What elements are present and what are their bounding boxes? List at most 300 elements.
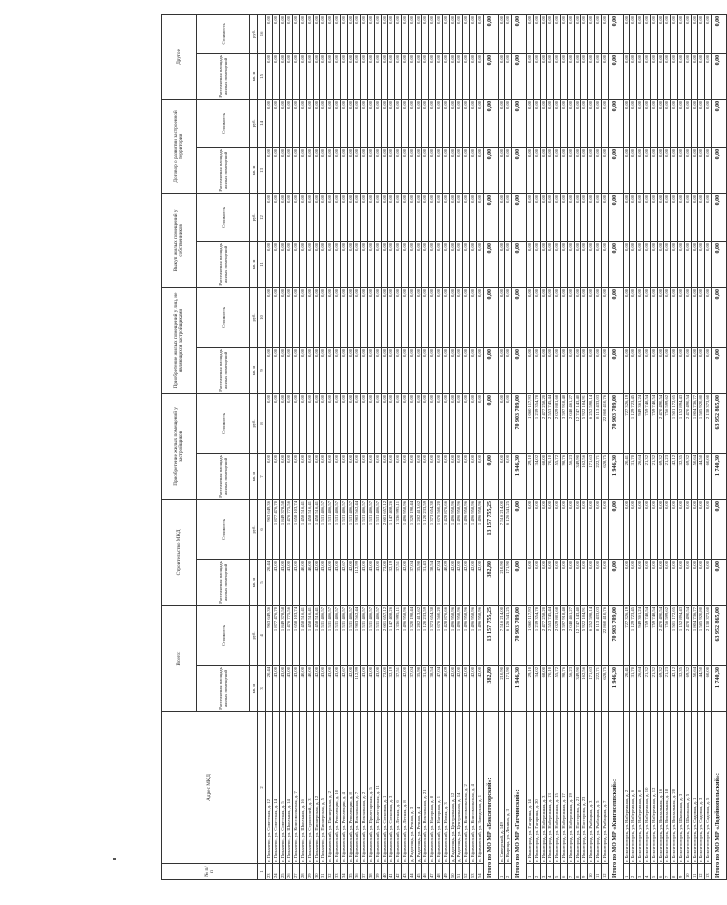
row-value: 0,00 <box>435 193 442 241</box>
row-value: 0,00 <box>463 287 470 347</box>
row-value: 42,00 <box>313 559 320 605</box>
table-row <box>476 14 483 879</box>
row-value: 42,00 <box>469 666 476 712</box>
row-value: 0,00 <box>527 147 534 193</box>
row-value: 69,32 <box>684 453 691 499</box>
row-value: 0,00 <box>469 99 476 147</box>
row-address: г. Ивангород, ул. Рыбацкая, д. 7 <box>601 712 608 864</box>
row-value: 0,00 <box>678 287 685 347</box>
row-value: 37,04 <box>408 666 415 712</box>
row-number: 34 <box>340 864 347 880</box>
row-value: 0,00 <box>469 453 476 499</box>
row-value: 0,00 <box>637 241 644 287</box>
row-value: 0,00 <box>623 287 630 347</box>
row-number: 33 <box>333 864 340 880</box>
row-address: г. Пикалево, ул. Школьная, д. 16 <box>299 712 306 864</box>
row-number: 35 <box>347 864 354 880</box>
row-value: 0,00 <box>650 193 657 241</box>
row-value: 38,54 <box>429 666 436 712</box>
row-value: 0,00 <box>401 53 408 99</box>
table-row <box>684 14 691 879</box>
row-value: 0,00 <box>306 53 313 99</box>
row-value: 0,00 <box>327 453 334 499</box>
row-address: п. Вырица, ул. Ленина, д. 3 <box>505 712 512 864</box>
row-value: 0,00 <box>354 147 361 193</box>
row-value: 0,00 <box>340 287 347 347</box>
row-address: г. Пикалево, ул. Пионерская, д. 12 <box>313 712 320 864</box>
row-value: 2 138 373,60 <box>705 605 712 665</box>
row-address: г. Ивангород, ул. Гагарина, д. 20 <box>533 712 540 864</box>
row-number: 29 <box>306 864 313 880</box>
row-value: 0,00 <box>456 14 463 53</box>
row-value: 0,00 <box>381 241 388 287</box>
header-address: Адрес МКД <box>162 712 258 864</box>
row-address: п. Ефимовский, ул. Нагорная, д. 1 <box>435 712 442 864</box>
row-value: 0,00 <box>449 287 456 347</box>
row-value: 0,00 <box>527 14 534 53</box>
row-value: 0,00 <box>657 287 664 347</box>
row-value: 0,00 <box>354 99 361 147</box>
row-value: 0,00 <box>361 241 368 287</box>
row-value: 43,00 <box>374 666 381 712</box>
row-value: 0,00 <box>705 99 712 147</box>
row-value: 0,00 <box>664 147 671 193</box>
row-value: 0,00 <box>449 453 456 499</box>
header-area: Расселяемая площадь жилых помещений <box>197 559 250 605</box>
row-value: 0,00 <box>567 241 574 287</box>
header-cost: Стоимость <box>197 14 250 53</box>
total-value: 0,00 <box>512 499 527 559</box>
row-value: 0,00 <box>574 14 581 53</box>
total-value: 63 952 865,00 <box>712 605 727 665</box>
row-value: 0,00 <box>623 499 630 559</box>
row-value: 0,00 <box>498 147 505 193</box>
row-value: 0,00 <box>623 559 630 605</box>
row-number: 6 <box>561 864 568 880</box>
row-value: 26,64 <box>637 666 644 712</box>
row-address: п. Ефимовский, ул. Вокзальная, д. 2 <box>361 712 368 864</box>
row-value: 0,00 <box>333 14 340 53</box>
row-value: 20,44 <box>266 559 273 605</box>
total-value: 0,00 <box>712 347 727 393</box>
total-value: 0,00 <box>512 193 527 241</box>
row-value: 5 922 184,91 <box>581 393 588 453</box>
total-label: Итого по МО МР «Кингисеппский»: <box>608 712 623 880</box>
row-value: 0,00 <box>381 393 388 453</box>
row-value: 0,00 <box>435 241 442 287</box>
row-value: 0,00 <box>671 499 678 559</box>
header-unit-area: кв. м <box>250 453 258 499</box>
row-value: 0,00 <box>595 147 602 193</box>
table-row <box>306 14 313 879</box>
row-value: 20,41 <box>623 453 630 499</box>
header-column-number: 11 <box>258 241 266 287</box>
row-value: 0,00 <box>561 347 568 393</box>
row-value: 0,00 <box>299 393 306 453</box>
total-value: 0,00 <box>483 147 498 193</box>
row-value: 0,00 <box>395 287 402 347</box>
row-value: 0,00 <box>574 347 581 393</box>
row-value: 0,00 <box>422 393 429 453</box>
row-value: 0,00 <box>691 14 698 53</box>
row-value: 43,00 <box>286 666 293 712</box>
row-value: 2 477 258,20 <box>540 605 547 665</box>
row-number: 36 <box>354 864 361 880</box>
row-value: 0,00 <box>527 287 534 347</box>
row-value: 0,00 <box>463 241 470 287</box>
row-value: 0,00 <box>313 393 320 453</box>
row-value: 0,00 <box>698 147 705 193</box>
row-value: 222,71 <box>595 666 602 712</box>
row-value: 0,00 <box>320 53 327 99</box>
row-value: 0,00 <box>367 193 374 241</box>
row-value: 0,00 <box>408 453 415 499</box>
row-value: 2 048 461,27 <box>567 393 574 453</box>
row-value: 1 129 723,45 <box>630 605 637 665</box>
row-value: 0,00 <box>476 241 483 287</box>
row-value: 0,00 <box>476 99 483 147</box>
header-column-number: 5 <box>258 559 266 605</box>
row-value: 0,00 <box>415 99 422 147</box>
row-value: 1 496 958,96 <box>456 499 463 559</box>
row-value: 0,00 <box>574 241 581 287</box>
row-value: 8 113 433,03 <box>595 605 602 665</box>
row-number: 2 <box>630 864 637 880</box>
resettlement-table <box>161 14 727 880</box>
row-value: 1 983 562,44 <box>354 499 361 559</box>
row-value: 0,00 <box>306 241 313 287</box>
row-value: 0,00 <box>498 14 505 53</box>
row-value: 0,00 <box>361 193 368 241</box>
row-value: 0,00 <box>286 287 293 347</box>
row-value: 2 470 490,54 <box>684 605 691 665</box>
row-value: 0,00 <box>540 53 547 99</box>
row-value: 0,00 <box>347 14 354 53</box>
row-value: 1 658 103,74 <box>293 605 300 665</box>
row-value: 0,00 <box>367 99 374 147</box>
row-value: 0,00 <box>698 559 705 605</box>
row-value: 0,00 <box>367 393 374 453</box>
row-value: 0,00 <box>698 193 705 241</box>
row-address: г. Бокситогорск, ул. Садовая, д. 5 <box>705 712 712 864</box>
row-value: 0,00 <box>367 14 374 53</box>
row-value: 21,32 <box>644 453 651 499</box>
row-value: 759 748,54 <box>644 605 651 665</box>
row-value: 0,00 <box>547 347 554 393</box>
row-value: 0,00 <box>456 393 463 453</box>
row-value: 0,00 <box>505 287 512 347</box>
row-value: 0,00 <box>554 559 561 605</box>
total-value: 0,00 <box>512 559 527 605</box>
row-value: 0,00 <box>476 287 483 347</box>
row-value: 0,00 <box>367 347 374 393</box>
row-value: 42,00 <box>449 559 456 605</box>
row-value: 2 470 490,54 <box>657 393 664 453</box>
row-value: 0,00 <box>456 147 463 193</box>
table-row <box>401 14 408 879</box>
row-value: 0,00 <box>266 347 273 393</box>
header-unit-cost: руб. <box>250 287 258 347</box>
row-value: 0,00 <box>266 193 273 241</box>
row-address: г. Бокситогорск, ул. Вокзальная, д. 20 <box>671 712 678 864</box>
row-value: 349,90 <box>574 453 581 499</box>
table-row <box>456 14 463 879</box>
header-no: № п/п <box>162 864 258 880</box>
header-area: Расселяемая площадь жилых помещений <box>197 347 250 393</box>
row-value: 210,90 <box>498 559 505 605</box>
row-value: 0,00 <box>533 347 540 393</box>
row-value: 0,00 <box>395 99 402 147</box>
header-area: Расселяемая площадь жилых помещений <box>197 241 250 287</box>
row-number: 53 <box>469 864 476 880</box>
row-value: 0,00 <box>567 99 574 147</box>
row-value: 1 585 920,80 <box>698 393 705 453</box>
row-value: 1 676 560,20 <box>435 499 442 559</box>
row-value: 55,72 <box>554 666 561 712</box>
row-value: 1 531 486,57 <box>374 499 381 559</box>
row-value: 44,50 <box>698 666 705 712</box>
row-value: 0,00 <box>637 193 644 241</box>
table-row <box>469 14 476 879</box>
row-value: 0,00 <box>574 287 581 347</box>
row-value: 0,00 <box>533 193 540 241</box>
row-number: 49 <box>442 864 449 880</box>
row-value: 0,00 <box>422 53 429 99</box>
row-value: 0,00 <box>463 14 470 53</box>
row-value: 0,00 <box>272 53 279 99</box>
row-value: 0,00 <box>306 147 313 193</box>
row-value: 0,00 <box>637 287 644 347</box>
row-address: п. Ефимовский, ул. Пролетарская, д. 11 <box>374 712 381 864</box>
row-value: 0,00 <box>367 241 374 287</box>
row-value: 0,00 <box>505 14 512 53</box>
row-value: 43,00 <box>327 559 334 605</box>
row-value: 21,32 <box>650 666 657 712</box>
row-value: 0,00 <box>286 347 293 393</box>
row-value: 0,00 <box>327 14 334 53</box>
row-value: 0,00 <box>601 14 608 53</box>
row-value: 50,64 <box>691 453 698 499</box>
row-value: 0,00 <box>567 559 574 605</box>
row-address: г. Ивангород, ул. Набережная, д. 13 <box>547 712 554 864</box>
header-column-number: 6 <box>258 499 266 559</box>
row-value: 0,00 <box>657 14 664 53</box>
row-value: 42,00 <box>456 559 463 605</box>
header-build: Строительство МКД <box>162 499 197 605</box>
row-value: 1 458 516,41 <box>299 605 306 665</box>
row-value: 0,00 <box>678 147 685 193</box>
header-unit-cost: руб. <box>250 193 258 241</box>
row-number: 44 <box>408 864 415 880</box>
row-value: 0,00 <box>408 14 415 53</box>
row-value: 47,04 <box>435 559 442 605</box>
row-value: 0,00 <box>415 14 422 53</box>
table-row <box>664 14 671 879</box>
row-address: п. Ефимовский, ул. Сосновая, д. 1 <box>381 712 388 864</box>
row-address: г. Пикалево, ул. Советская, д. 12 <box>266 712 273 864</box>
row-value: 1 428 876,66 <box>442 605 449 665</box>
table-row <box>429 14 436 879</box>
total-value: 0,00 <box>483 14 498 53</box>
row-value: 0,00 <box>498 347 505 393</box>
row-value: 0,00 <box>395 53 402 99</box>
row-value: 0,00 <box>266 241 273 287</box>
row-value: 0,00 <box>347 453 354 499</box>
total-value: 13 157 755,25 <box>483 605 498 665</box>
row-value: 0,00 <box>395 241 402 287</box>
table-row <box>581 14 588 879</box>
row-value: 0,00 <box>630 147 637 193</box>
row-value: 0,00 <box>293 147 300 193</box>
row-value: 0,00 <box>581 14 588 53</box>
row-value: 1 531 486,57 <box>327 499 334 559</box>
row-value: 0,00 <box>333 147 340 193</box>
row-value: 0,00 <box>299 147 306 193</box>
row-value: 0,00 <box>272 347 279 393</box>
row-value: 0,00 <box>361 453 368 499</box>
table-row <box>533 14 540 879</box>
row-number: 43 <box>401 864 408 880</box>
row-value: 0,00 <box>401 99 408 147</box>
row-value: 0,00 <box>527 347 534 393</box>
row-value: 0,00 <box>320 393 327 453</box>
row-value: 0,00 <box>630 559 637 605</box>
row-value: 0,00 <box>327 393 334 453</box>
row-number: 2 <box>505 864 512 880</box>
header-column-number: 1 <box>258 864 266 880</box>
row-value: 0,00 <box>395 453 402 499</box>
total-value: 0,00 <box>608 499 623 559</box>
row-value: 0,00 <box>671 53 678 99</box>
row-value: 0,00 <box>581 53 588 99</box>
total-value: 0,00 <box>712 241 727 287</box>
row-value: 1 501 172,65 <box>671 393 678 453</box>
row-value: 0,00 <box>381 347 388 393</box>
row-value: 42,00 <box>401 559 408 605</box>
row-value: 0,00 <box>601 559 608 605</box>
total-value: 0,00 <box>483 193 498 241</box>
row-value: 0,00 <box>581 193 588 241</box>
row-value: 73,00 <box>381 666 388 712</box>
row-value: 0,00 <box>595 99 602 147</box>
row-value: 0,00 <box>476 453 483 499</box>
row-value: 0,00 <box>623 99 630 147</box>
row-value: 0,00 <box>456 99 463 147</box>
row-value: 0,00 <box>429 193 436 241</box>
row-value: 0,00 <box>381 14 388 53</box>
row-value: 3 597 918,48 <box>561 393 568 453</box>
row-value: 0,00 <box>320 287 327 347</box>
table-row <box>644 14 651 879</box>
row-value: 0,00 <box>340 147 347 193</box>
row-value: 43,00 <box>293 666 300 712</box>
row-value: 0,00 <box>644 53 651 99</box>
row-value: 0,00 <box>306 99 313 147</box>
row-value: 0,00 <box>588 53 595 99</box>
row-value: 0,00 <box>540 14 547 53</box>
row-value: 0,00 <box>374 453 381 499</box>
table-row <box>442 14 449 879</box>
row-value: 0,00 <box>340 53 347 99</box>
row-value: 0,00 <box>684 99 691 147</box>
row-address: г. Бокситогорск, ул. Садовая, д. 3 <box>698 712 705 864</box>
row-value: 29,10 <box>527 453 534 499</box>
row-value: 0,00 <box>279 99 286 147</box>
row-value: 0,00 <box>567 347 574 393</box>
row-value: 0,00 <box>595 14 602 53</box>
row-value: 42,00 <box>463 559 470 605</box>
row-value: 0,00 <box>415 241 422 287</box>
row-value: 0,00 <box>374 193 381 241</box>
row-value: 171,63 <box>588 666 595 712</box>
row-value: 0,00 <box>567 14 574 53</box>
row-value: 1 531 486,57 <box>367 499 374 559</box>
row-value: 0,00 <box>429 287 436 347</box>
row-value: 0,00 <box>574 99 581 147</box>
row-value: 37,04 <box>408 559 415 605</box>
row-value: 0,00 <box>505 241 512 287</box>
header-cost: Стоимость <box>197 393 250 453</box>
row-value: 43,00 <box>286 559 293 605</box>
header-column-number: 12 <box>258 193 266 241</box>
row-value: 0,00 <box>320 147 327 193</box>
row-value: 0,00 <box>678 14 685 53</box>
row-value: 0,00 <box>347 99 354 147</box>
row-value: 73,00 <box>381 559 388 605</box>
row-value: 0,00 <box>561 14 568 53</box>
row-value: 0,00 <box>601 193 608 241</box>
row-value: 0,00 <box>476 53 483 99</box>
row-value: 0,00 <box>354 193 361 241</box>
row-value: 0,00 <box>293 241 300 287</box>
row-value: 0,00 <box>505 147 512 193</box>
row-value: 0,00 <box>415 453 422 499</box>
row-value: 42,67 <box>340 559 347 605</box>
total-value: 0,00 <box>712 499 727 559</box>
row-value: 0,00 <box>671 147 678 193</box>
row-value: 0,00 <box>678 241 685 287</box>
row-value: 0,00 <box>327 347 334 393</box>
table-row <box>313 14 320 879</box>
row-value: 0,00 <box>698 53 705 99</box>
row-value: 32,19 <box>388 559 395 605</box>
row-value: 0,00 <box>588 347 595 393</box>
row-number: 3 <box>540 864 547 880</box>
row-value: 0,00 <box>650 287 657 347</box>
row-value: 0,00 <box>684 347 691 393</box>
row-value: 0,00 <box>347 53 354 99</box>
total-value: 0,00 <box>608 347 623 393</box>
row-value: 0,00 <box>505 347 512 393</box>
row-value: 0,00 <box>408 241 415 287</box>
row-value: 0,00 <box>279 14 286 53</box>
row-address: г. Пикалево, ул. Школьная, д. 14 <box>286 712 293 864</box>
row-address: п. Ефимовский, ул. Нагорная, д. 8 <box>429 712 436 864</box>
row-value: 0,00 <box>463 347 470 393</box>
row-value: 1 373 654,38 <box>429 605 436 665</box>
row-value: 0,00 <box>554 499 561 559</box>
row-value: 98,76 <box>561 453 568 499</box>
row-value: 0,00 <box>540 241 547 287</box>
row-value: 0,00 <box>374 99 381 147</box>
row-value: 0,00 <box>313 453 320 499</box>
row-value: 0,00 <box>320 193 327 241</box>
row-value: 0,00 <box>678 53 685 99</box>
total-value: 0,00 <box>608 287 623 347</box>
row-value: 43,00 <box>272 559 279 605</box>
row-value: 0,00 <box>595 53 602 99</box>
row-value: 0,00 <box>637 53 644 99</box>
